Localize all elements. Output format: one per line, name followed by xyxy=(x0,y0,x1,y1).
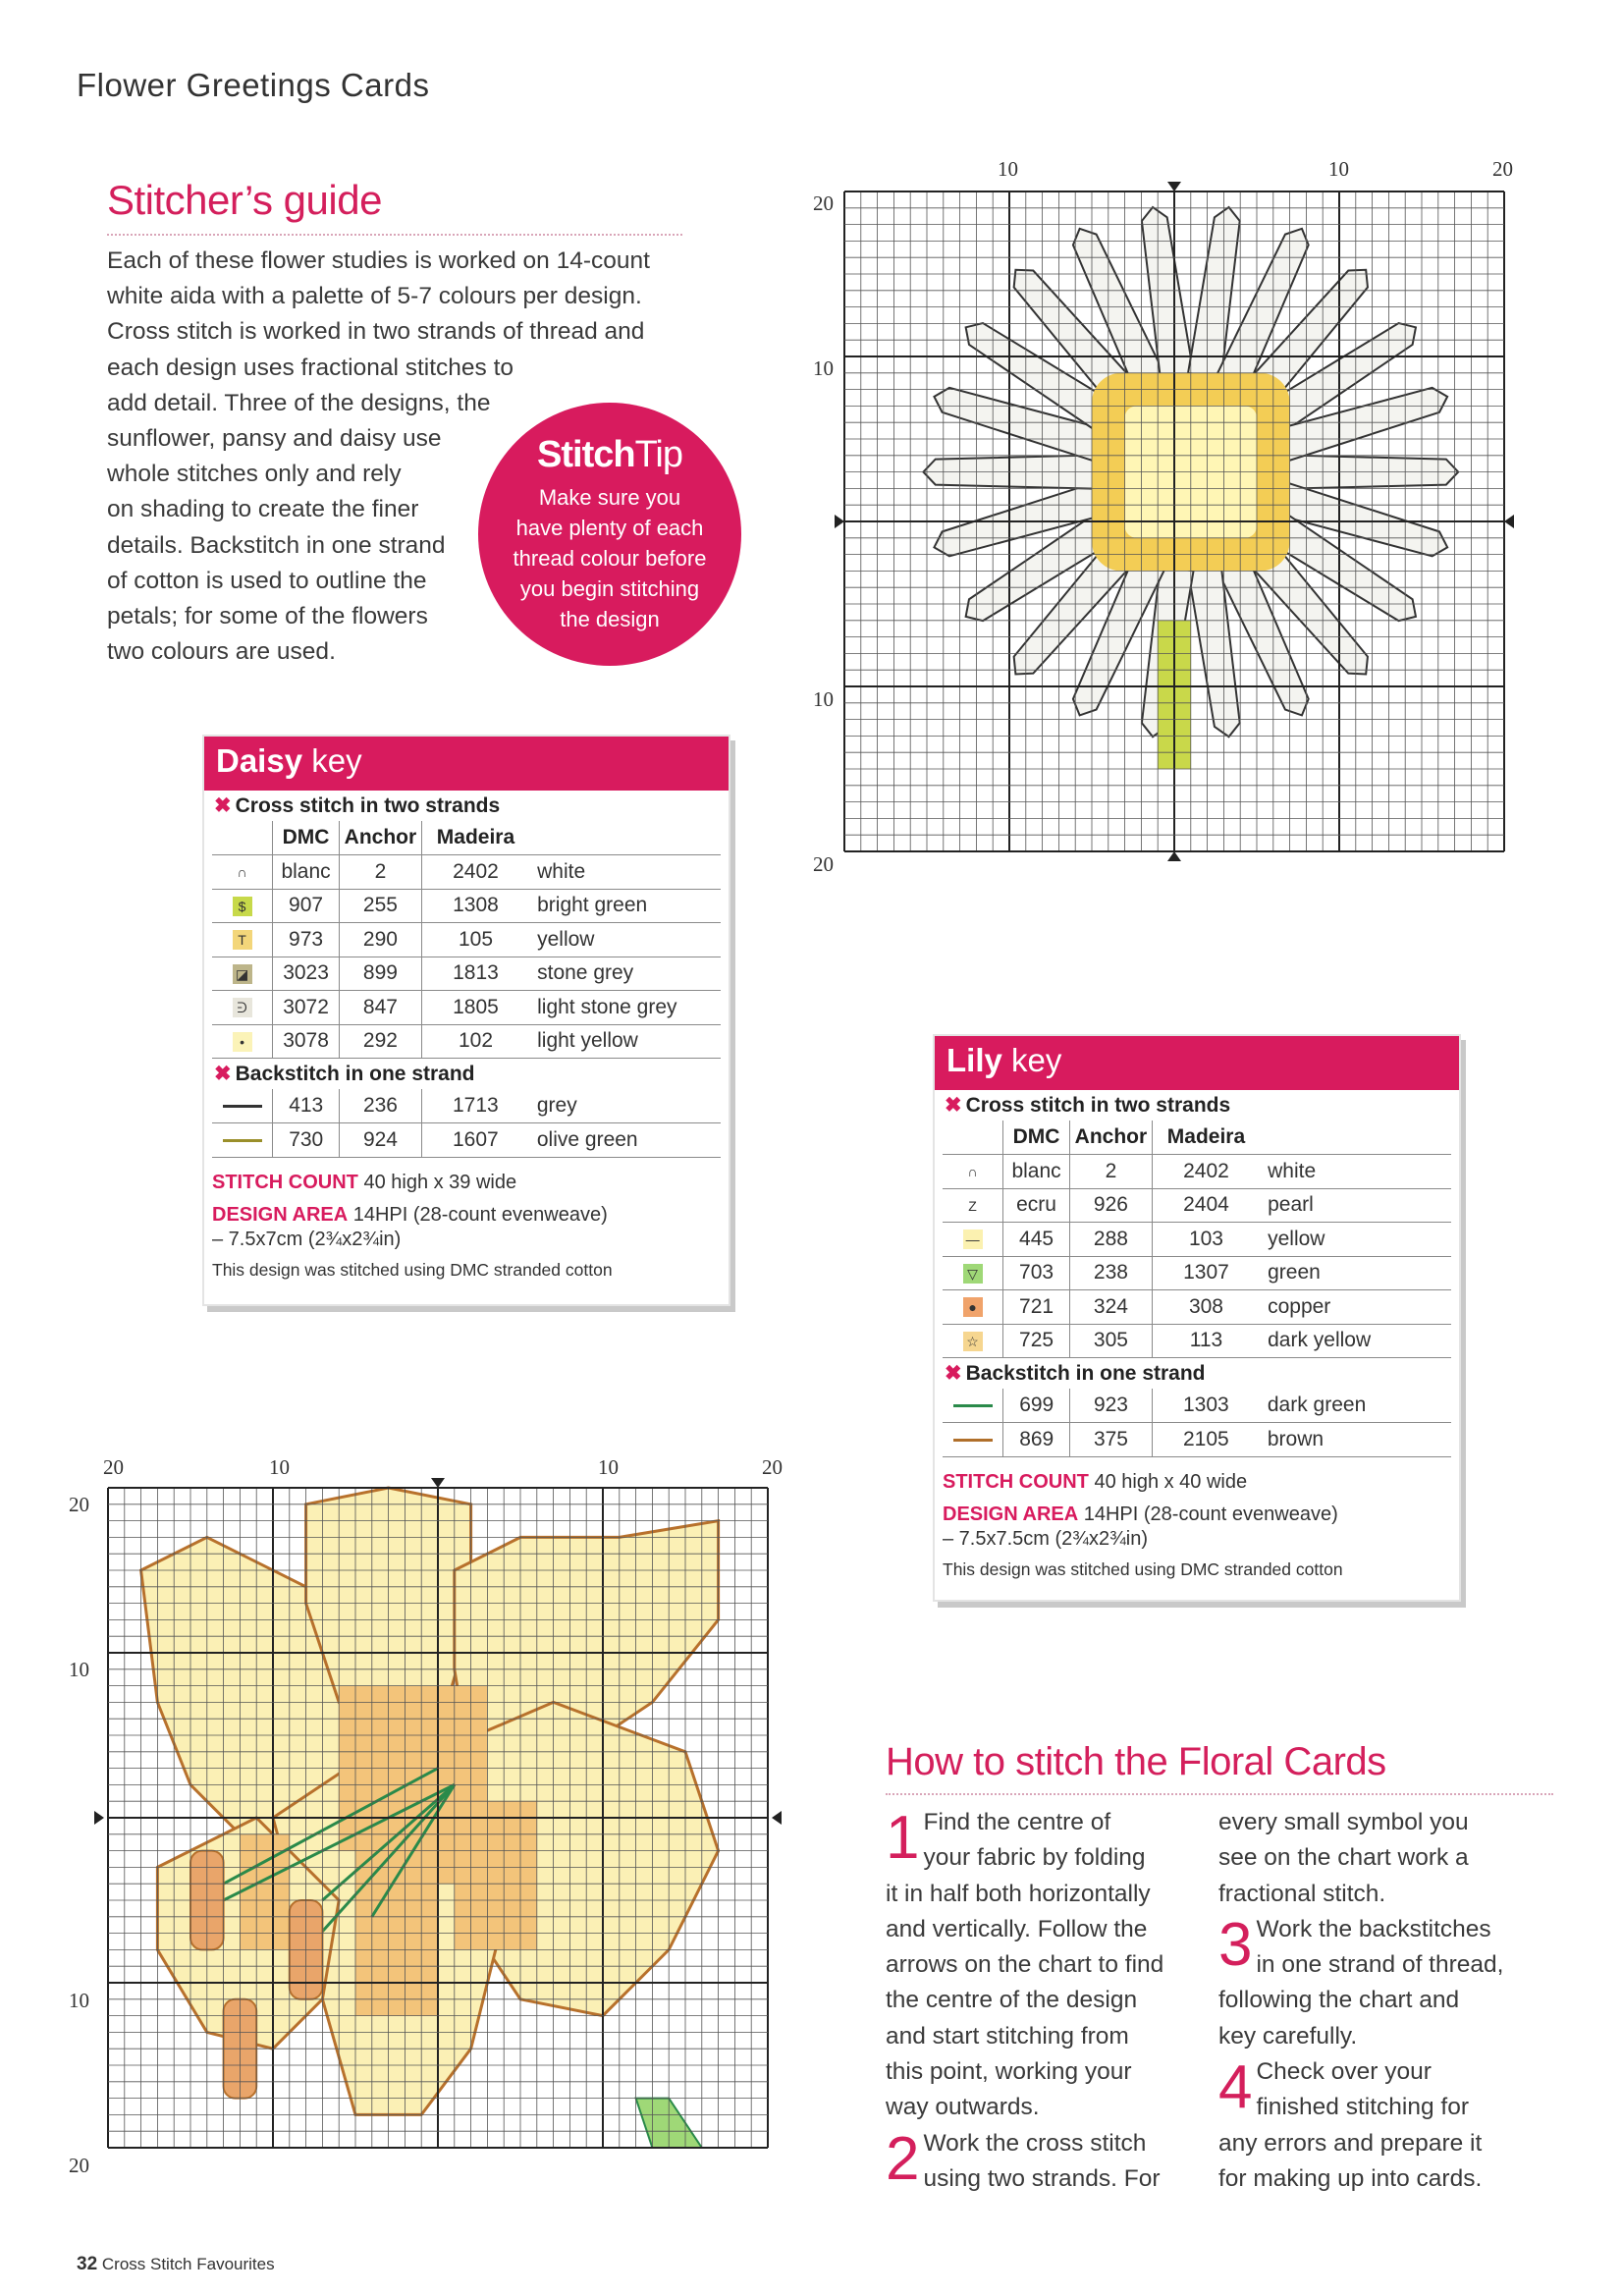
grid-lines xyxy=(108,1488,768,2148)
backstitch-row xyxy=(212,1089,721,1123)
dmc-cell: 3078 xyxy=(273,1024,340,1059)
madeira-cell: 105 xyxy=(421,923,529,957)
anchor-cell: 2 xyxy=(339,855,421,890)
tip-title xyxy=(478,434,741,476)
colour-name-cell: grey xyxy=(529,1089,721,1123)
step-line: finished stitching for xyxy=(1256,2094,1470,2121)
symbol-cell xyxy=(212,855,273,890)
step-number: 2 xyxy=(886,2125,920,2193)
lily-key xyxy=(933,1034,1461,1602)
daisy-design-size: – 7.5x7cm (2¾x2¾in) xyxy=(212,1228,402,1250)
madeira-cell: 1308 xyxy=(421,889,529,923)
step-line: for making up into cards. xyxy=(1218,2164,1483,2192)
dmc-cell: blanc xyxy=(1003,1155,1070,1189)
lily-chart-grid xyxy=(88,1478,815,2205)
anchor-cell: 292 xyxy=(339,1024,421,1059)
colour-name-cell: copper xyxy=(1260,1290,1451,1325)
step-line: following the chart and xyxy=(1218,1987,1460,2014)
lily-note: This design was stitched using DMC stranded cotton xyxy=(943,1558,1343,1579)
colour-name-cell: bright green xyxy=(529,889,721,923)
anchor-cell: 288 xyxy=(1069,1223,1152,1257)
dmc-cell: blanc xyxy=(273,855,340,890)
daisy-axis-left-label: 10 xyxy=(813,687,834,711)
step-line: Check over your xyxy=(1256,2058,1432,2086)
step-line: in one strand of thread, xyxy=(1256,1951,1504,1979)
cross-icon: ✖ xyxy=(945,1094,962,1117)
dmc-cell: 445 xyxy=(1003,1223,1070,1257)
step-line: every small symbol you xyxy=(1218,1809,1469,1835)
step-line: this point, working your xyxy=(886,2058,1132,2086)
table-header-row xyxy=(212,821,721,855)
tip-title-light: Tip xyxy=(634,434,682,475)
step-number: 4 xyxy=(1218,2054,1253,2122)
daisy-axis-left-label: 20 xyxy=(813,191,834,215)
instruction-step xyxy=(1218,1912,1552,1984)
tip-line: have plenty of each xyxy=(515,516,704,540)
madeira-cell: 2404 xyxy=(1152,1188,1260,1223)
design-area-label: DESIGN AREA xyxy=(212,1203,349,1226)
madeira-cell: 1607 xyxy=(421,1123,529,1158)
colour-name-cell: dark yellow xyxy=(1260,1324,1451,1358)
lily-axis-left-label: 20 xyxy=(69,1493,89,1516)
stitch-symbol-icon: • xyxy=(233,1032,252,1052)
colour-name-cell: stone grey xyxy=(529,957,721,991)
design-area-label: DESIGN AREA xyxy=(943,1503,1079,1525)
guide-line: Cross stitch is worked in two strands of thread and xyxy=(107,318,645,346)
instruction-step xyxy=(1218,1983,1552,2054)
how-to-column-2 xyxy=(1218,1805,1552,2197)
guide-heading: Stitcher’s guide xyxy=(107,177,382,223)
dmc-cell: 907 xyxy=(273,889,340,923)
lily-backstitch-table xyxy=(943,1389,1451,1457)
madeira-cell: 1805 xyxy=(421,991,529,1025)
instruction-step xyxy=(1218,1805,1552,1912)
guide-line: each design uses fractional stitches to xyxy=(107,354,514,381)
lily-axis-top-label: 10 xyxy=(269,1455,290,1479)
dmc-cell: 869 xyxy=(1003,1423,1070,1457)
stitch-symbol-icon: ☆ xyxy=(963,1332,983,1351)
colour-name-cell: pearl xyxy=(1260,1188,1451,1223)
step-line: Work the backstitches xyxy=(1256,1915,1491,1942)
symbol-cell xyxy=(943,1256,1003,1290)
anchor-cell: 926 xyxy=(1069,1188,1152,1223)
arrow-icon xyxy=(835,515,844,528)
line-cell xyxy=(212,1089,273,1123)
lily-key-title-light: key xyxy=(1001,1042,1062,1078)
madeira-cell: 113 xyxy=(1152,1324,1260,1358)
daisy-key-table xyxy=(212,821,721,1059)
col-madeira: Madeira xyxy=(421,821,529,855)
key-row xyxy=(212,991,721,1025)
step-line: arrows on the chart to find xyxy=(886,1951,1164,1979)
tip-line: Make sure you xyxy=(538,485,681,510)
stitch-symbol-icon: T xyxy=(233,930,252,950)
anchor-cell: 375 xyxy=(1070,1423,1153,1457)
guide-line: of cotton is used to outline the xyxy=(107,567,427,594)
madeira-cell: 2402 xyxy=(421,855,529,890)
guide-line: details. Backstitch in one strand xyxy=(107,531,446,559)
backstitch-line-icon xyxy=(223,1105,262,1108)
lily-chart xyxy=(88,1478,815,2205)
dmc-cell: ecru xyxy=(1003,1188,1070,1223)
stitch-count-label: STITCH COUNT xyxy=(212,1171,358,1193)
backstitch-line-icon xyxy=(953,1404,993,1407)
arrow-icon xyxy=(94,1811,104,1825)
key-row xyxy=(943,1290,1451,1325)
stitch-count-value: 40 high x 40 wide xyxy=(1088,1470,1248,1493)
stitch-count-label: STITCH COUNT xyxy=(943,1470,1089,1493)
daisy-key-title-bold: Daisy xyxy=(216,742,303,779)
key-row xyxy=(212,855,721,890)
backstitch-row xyxy=(943,1423,1451,1457)
design-area-value: 14HPI (28-count evenweave) xyxy=(1078,1503,1338,1525)
symbol-cell xyxy=(212,957,273,991)
key-row xyxy=(943,1188,1451,1223)
anchor-cell: 236 xyxy=(340,1089,422,1123)
lily-cross-title xyxy=(943,1090,1451,1121)
daisy-axis-top-label: 10 xyxy=(998,157,1018,181)
lily-cross-title-text: Cross stitch in two strands xyxy=(965,1094,1231,1117)
madeira-cell: 1303 xyxy=(1152,1389,1260,1423)
step-line: and start stitching from xyxy=(886,2022,1129,2050)
daisy-back-title xyxy=(212,1059,721,1089)
instruction-step xyxy=(886,1877,1200,2126)
cross-icon: ✖ xyxy=(214,1063,232,1085)
tip-text xyxy=(478,482,741,634)
page-footer xyxy=(77,2254,275,2275)
arrow-icon xyxy=(431,1478,445,1488)
anchor-cell: 2 xyxy=(1069,1155,1152,1189)
madeira-cell: 2105 xyxy=(1152,1423,1260,1457)
tip-line: you begin stitching xyxy=(519,576,700,601)
stitch-symbol-icon: ● xyxy=(963,1297,983,1317)
symbol-cell xyxy=(212,1024,273,1059)
design-area-value: 14HPI (28-count evenweave) xyxy=(348,1203,608,1226)
lily-axis-top-label: 10 xyxy=(598,1455,619,1479)
symbol-cell xyxy=(943,1324,1003,1358)
stitch-symbol-icon: $ xyxy=(233,897,252,916)
step-line: your fabric by folding xyxy=(923,1844,1146,1872)
anchor-cell: 324 xyxy=(1069,1290,1152,1325)
stitch-symbol-icon: ▽ xyxy=(963,1264,983,1284)
lily-key-title-bold: Lily xyxy=(946,1042,1002,1078)
key-row xyxy=(943,1324,1451,1358)
symbol-cell xyxy=(212,889,273,923)
colour-name-cell: yellow xyxy=(1260,1223,1451,1257)
stitch-symbol-icon: ◪ xyxy=(233,964,252,984)
tip-line: the design xyxy=(560,607,660,631)
step-line: way outwards. xyxy=(886,2094,1040,2121)
lily-axis-top-label: 20 xyxy=(103,1455,124,1479)
line-cell xyxy=(212,1123,273,1158)
key-row xyxy=(212,957,721,991)
col-madeira: Madeira xyxy=(1152,1121,1260,1155)
madeira-cell: 2402 xyxy=(1152,1155,1260,1189)
line-cell xyxy=(943,1423,1003,1457)
backstitch-line-icon xyxy=(953,1439,993,1442)
dmc-cell: 703 xyxy=(1003,1256,1070,1290)
step-line: Work the cross stitch xyxy=(923,2129,1147,2157)
col-dmc: DMC xyxy=(1003,1121,1070,1155)
lily-axis-left-label: 20 xyxy=(69,2154,89,2177)
instruction-step xyxy=(886,2126,1200,2198)
col-anchor: Anchor xyxy=(1069,1121,1152,1155)
anchor-cell: 255 xyxy=(339,889,421,923)
backstitch-row xyxy=(943,1389,1451,1423)
guide-line: whole stitches only and rely xyxy=(107,461,402,488)
lily-key-table xyxy=(943,1121,1451,1358)
dmc-cell: 725 xyxy=(1003,1324,1070,1358)
table-header-row xyxy=(943,1121,1451,1155)
daisy-axis-top-label: 10 xyxy=(1328,157,1349,181)
grid-lines xyxy=(844,191,1504,851)
step-line: the centre of the design xyxy=(886,1987,1138,2014)
anchor-cell: 238 xyxy=(1069,1256,1152,1290)
step-line: any errors and prepare it xyxy=(1218,2129,1483,2157)
page-number: 32 xyxy=(77,2254,98,2274)
step-line: using two strands. For xyxy=(923,2164,1161,2192)
step-line: key carefully. xyxy=(1218,2022,1358,2050)
daisy-chart-grid xyxy=(835,182,1541,899)
daisy-axis-left-label: 20 xyxy=(813,852,834,876)
daisy-backstitch-table xyxy=(212,1089,721,1158)
colour-name-cell: light yellow xyxy=(529,1024,721,1059)
colour-name-cell: olive green xyxy=(529,1123,721,1158)
stitch-symbol-icon: Z xyxy=(963,1196,983,1216)
daisy-key-title xyxy=(204,737,729,791)
guide-line: on shading to create the finer xyxy=(107,496,419,523)
daisy-note: This design was stitched using DMC stranded cotton xyxy=(212,1259,613,1280)
lily-back-title-text: Backstitch in one strand xyxy=(965,1362,1206,1385)
daisy-cross-title-text: Cross stitch in two strands xyxy=(235,794,501,817)
publication-name: Cross Stitch Favourites xyxy=(101,2255,275,2273)
stitch-symbol-icon: ᕭ xyxy=(233,998,252,1017)
lily-key-title xyxy=(935,1036,1459,1090)
how-to-divider xyxy=(886,1793,1553,1795)
stitch-symbol-icon: — xyxy=(963,1230,983,1249)
anchor-cell: 924 xyxy=(340,1123,422,1158)
symbol-cell xyxy=(943,1223,1003,1257)
col-dmc: DMC xyxy=(273,821,340,855)
colour-name-cell: white xyxy=(1260,1155,1451,1189)
stitch-symbol-icon: ∩ xyxy=(233,862,252,882)
step-number: 3 xyxy=(1218,1911,1253,1979)
how-to-column-1 xyxy=(886,1805,1200,2197)
madeira-cell: 103 xyxy=(1152,1223,1260,1257)
dmc-cell: 699 xyxy=(1003,1389,1070,1423)
step-line: Find the centre of xyxy=(923,1809,1111,1835)
colour-name-cell: white xyxy=(529,855,721,890)
key-row xyxy=(212,1024,721,1059)
colour-name-cell: brown xyxy=(1260,1423,1451,1457)
key-row xyxy=(943,1223,1451,1257)
line-cell xyxy=(943,1389,1003,1423)
dmc-cell: 413 xyxy=(273,1089,340,1123)
colour-name-cell: yellow xyxy=(529,923,721,957)
step-line: and vertically. Follow the xyxy=(886,1915,1148,1942)
daisy-axis-left-label: 10 xyxy=(813,356,834,380)
lily-back-title xyxy=(943,1358,1451,1389)
cross-icon: ✖ xyxy=(214,794,232,817)
lily-design-size: – 7.5x7.5cm (2¾x2¾in) xyxy=(943,1527,1148,1550)
madeira-cell: 1813 xyxy=(421,957,529,991)
dmc-cell: 3023 xyxy=(273,957,340,991)
dmc-cell: 3072 xyxy=(273,991,340,1025)
page-title: Flower Greetings Cards xyxy=(77,67,430,103)
stitch-count-value: 40 high x 39 wide xyxy=(357,1171,517,1193)
arrow-icon xyxy=(1504,515,1514,528)
tip-title-bold: Stitch xyxy=(537,434,635,475)
instruction-step xyxy=(1218,2054,1552,2126)
lily-axis-left-label: 10 xyxy=(69,1658,89,1681)
colour-name-cell: dark green xyxy=(1260,1389,1451,1423)
anchor-cell: 923 xyxy=(1070,1389,1153,1423)
arrow-icon xyxy=(1167,182,1181,191)
anchor-cell: 847 xyxy=(339,991,421,1025)
step-line: fractional stitch. xyxy=(1218,1880,1386,1907)
step-number: 1 xyxy=(886,1805,920,1872)
how-to-heading: How to stitch the Floral Cards xyxy=(886,1740,1386,1783)
lily-shade-block xyxy=(455,1801,537,1949)
lily-axis-top-label: 20 xyxy=(762,1455,783,1479)
dmc-cell: 721 xyxy=(1003,1290,1070,1325)
daisy-back-title-text: Backstitch in one strand xyxy=(235,1063,475,1085)
instruction-step xyxy=(1218,2126,1552,2198)
anchor-cell: 290 xyxy=(339,923,421,957)
anchor-cell: 899 xyxy=(339,957,421,991)
stitch-symbol-icon: ∩ xyxy=(963,1162,983,1181)
daisy-design-area xyxy=(212,1202,721,1229)
dmc-cell: 730 xyxy=(273,1123,340,1158)
symbol-cell xyxy=(943,1188,1003,1223)
colour-name-cell: green xyxy=(1260,1256,1451,1290)
guide-line: white aida with a palette of 5-7 colours per design. xyxy=(107,283,642,310)
arrow-icon xyxy=(772,1811,782,1825)
dmc-cell: 973 xyxy=(273,923,340,957)
anchor-cell: 305 xyxy=(1069,1324,1152,1358)
guide-line: add detail. Three of the designs, the xyxy=(107,389,491,416)
arrow-icon xyxy=(1167,851,1181,861)
daisy-key-title-light: key xyxy=(302,742,362,779)
cross-icon: ✖ xyxy=(945,1362,962,1385)
step-line: it in half both horizontally xyxy=(886,1880,1151,1907)
symbol-cell xyxy=(943,1155,1003,1189)
key-row xyxy=(943,1256,1451,1290)
key-row xyxy=(943,1155,1451,1189)
symbol-cell xyxy=(212,991,273,1025)
instruction-step xyxy=(886,1805,1200,1877)
daisy-axis-top-label: 20 xyxy=(1492,157,1513,181)
madeira-cell: 102 xyxy=(421,1024,529,1059)
tip-line: thread colour before xyxy=(513,546,707,571)
key-row xyxy=(212,889,721,923)
daisy-chart xyxy=(835,182,1541,899)
madeira-cell: 308 xyxy=(1152,1290,1260,1325)
backstitch-line-icon xyxy=(223,1139,262,1142)
col-anchor: Anchor xyxy=(339,821,421,855)
lily-stitch-count xyxy=(943,1469,1451,1496)
colour-name-cell: light stone grey xyxy=(529,991,721,1025)
guide-line: petals; for some of the flowers xyxy=(107,603,428,630)
symbol-cell xyxy=(943,1290,1003,1325)
guide-line: two colours are used. xyxy=(107,638,336,666)
step-line: see on the chart work a xyxy=(1218,1844,1469,1872)
lily-axis-left-label: 10 xyxy=(69,1989,89,2012)
daisy-cross-title xyxy=(212,791,721,821)
lily-design-area xyxy=(943,1502,1451,1528)
guide-line: sunflower, pansy and daisy use xyxy=(107,425,442,453)
daisy-stitch-count xyxy=(212,1170,721,1196)
backstitch-row xyxy=(212,1123,721,1158)
guide-divider xyxy=(107,234,682,236)
key-row xyxy=(212,923,721,957)
stitch-tip-badge xyxy=(478,403,741,666)
madeira-cell: 1307 xyxy=(1152,1256,1260,1290)
symbol-cell xyxy=(212,923,273,957)
madeira-cell: 1713 xyxy=(421,1089,529,1123)
guide-line: Each of these flower studies is worked on 14-count xyxy=(107,247,650,274)
daisy-key xyxy=(202,735,730,1306)
